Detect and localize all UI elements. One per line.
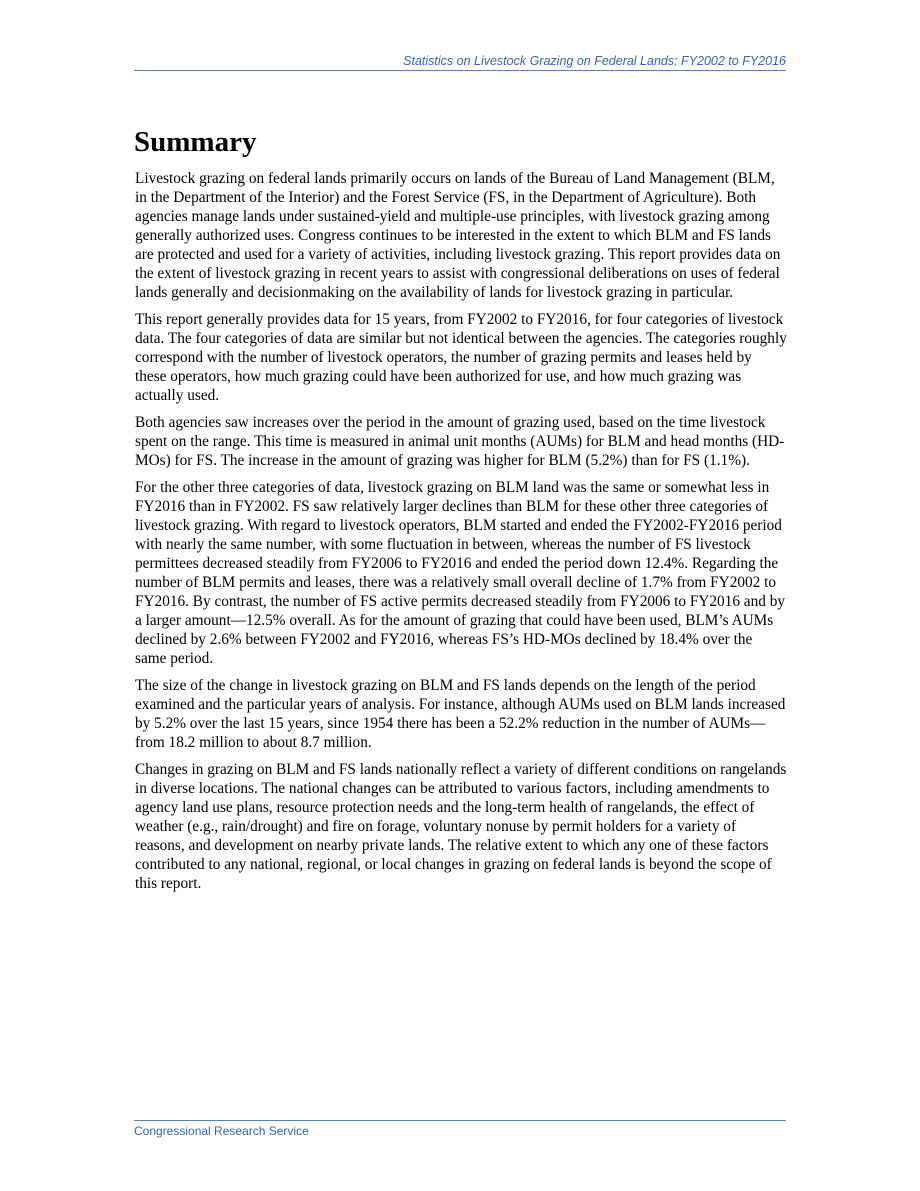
paragraph: Both agencies saw increases over the period in the amount of grazing used, based on the time livestock spent on the range. This time is measured in animal unit months (AUMs) for BLM and head months (HD-MOs) for FS. The increase in the amount of grazing was higher for BLM (5.2%) than for FS (1.1%). xyxy=(135,414,785,469)
running-footer: Congressional Research Service xyxy=(134,1120,786,1138)
paragraph: Livestock grazing on federal lands primarily occurs on lands of the Bureau of Land Management (BLM, in the Department of the Interior) and the Forest Service (FS, in the Department of Agriculture). Both agencies manage lands under sustained-yield and multiple-use principles, with livestock grazing among generally authorized uses. Congress continues to be interested in the extent to which BLM and FS lands are protected and used for a variety of activities, including livestock grazing. This report provides data on the extent of livestock grazing in recent years to assist with congressional deliberations on uses of federal lands generally and decisionmaking on the availability of lands for livestock grazing in particular. xyxy=(135,170,781,301)
paragraph: Changes in grazing on BLM and FS lands nationally reflect a variety of different conditions on rangelands in diverse locations. The national changes can be attributed to various factors, including amendments to agency land use plans, resource protection needs and the long-term health of rangelands, the effect of weather (e.g., rain/drought) and fire on forage, voluntary nonuse by permit holders for a variety of reasons, and development on nearby private lands. The relative extent to which any one of these factors contributed to any national, regional, or local changes in grazing on federal lands is beyond the scope of this report. xyxy=(135,761,787,892)
summary-body xyxy=(135,169,787,901)
paragraph: The size of the change in livestock grazing on BLM and FS lands depends on the length of the period examined and the particular years of analysis. For instance, although AUMs used on BLM lands increased by 5.2% over the last 15 years, since 1954 there has been a 52.2% reduction in the number of AUMs—from 18.2 million to about 8.7 million. xyxy=(135,677,786,751)
section-heading: Summary xyxy=(134,126,257,158)
paragraph: This report generally provides data for 15 years, from FY2002 to FY2016, for four categories of livestock data. The four categories of data are similar but not identical between the agencies. The categories roughly correspond with the number of livestock operators, the number of grazing permits and leases held by these operators, how much grazing could have been authorized for use, and how much grazing was actually used. xyxy=(135,311,787,404)
paragraph: For the other three categories of data, livestock grazing on BLM land was the same or somewhat less in FY2016 than in FY2002. FS saw relatively larger declines than BLM for these other three categories of livestock grazing. With regard to livestock operators, BLM started and ended the FY2002-FY2016 period with nearly the same number, with some fluctuation in between, whereas the number of FS livestock permittees decreased steadily from FY2006 to FY2016 and ended the period down 12.4%. Regarding the number of BLM permits and leases, there was a relatively small overall decline of 1.7% from FY2002 to FY2016. By contrast, the number of FS active permits decreased steadily from FY2006 to FY2016 and by a larger amount—12.5% overall. As for the amount of grazing that could have been used, BLM’s AUMs declined by 2.6% between FY2002 and FY2016, whereas FS’s HD-MOs declined by 18.4% over the same period. xyxy=(135,479,786,667)
running-header: Statistics on Livestock Grazing on Federal Lands: FY2002 to FY2016 xyxy=(134,54,786,71)
